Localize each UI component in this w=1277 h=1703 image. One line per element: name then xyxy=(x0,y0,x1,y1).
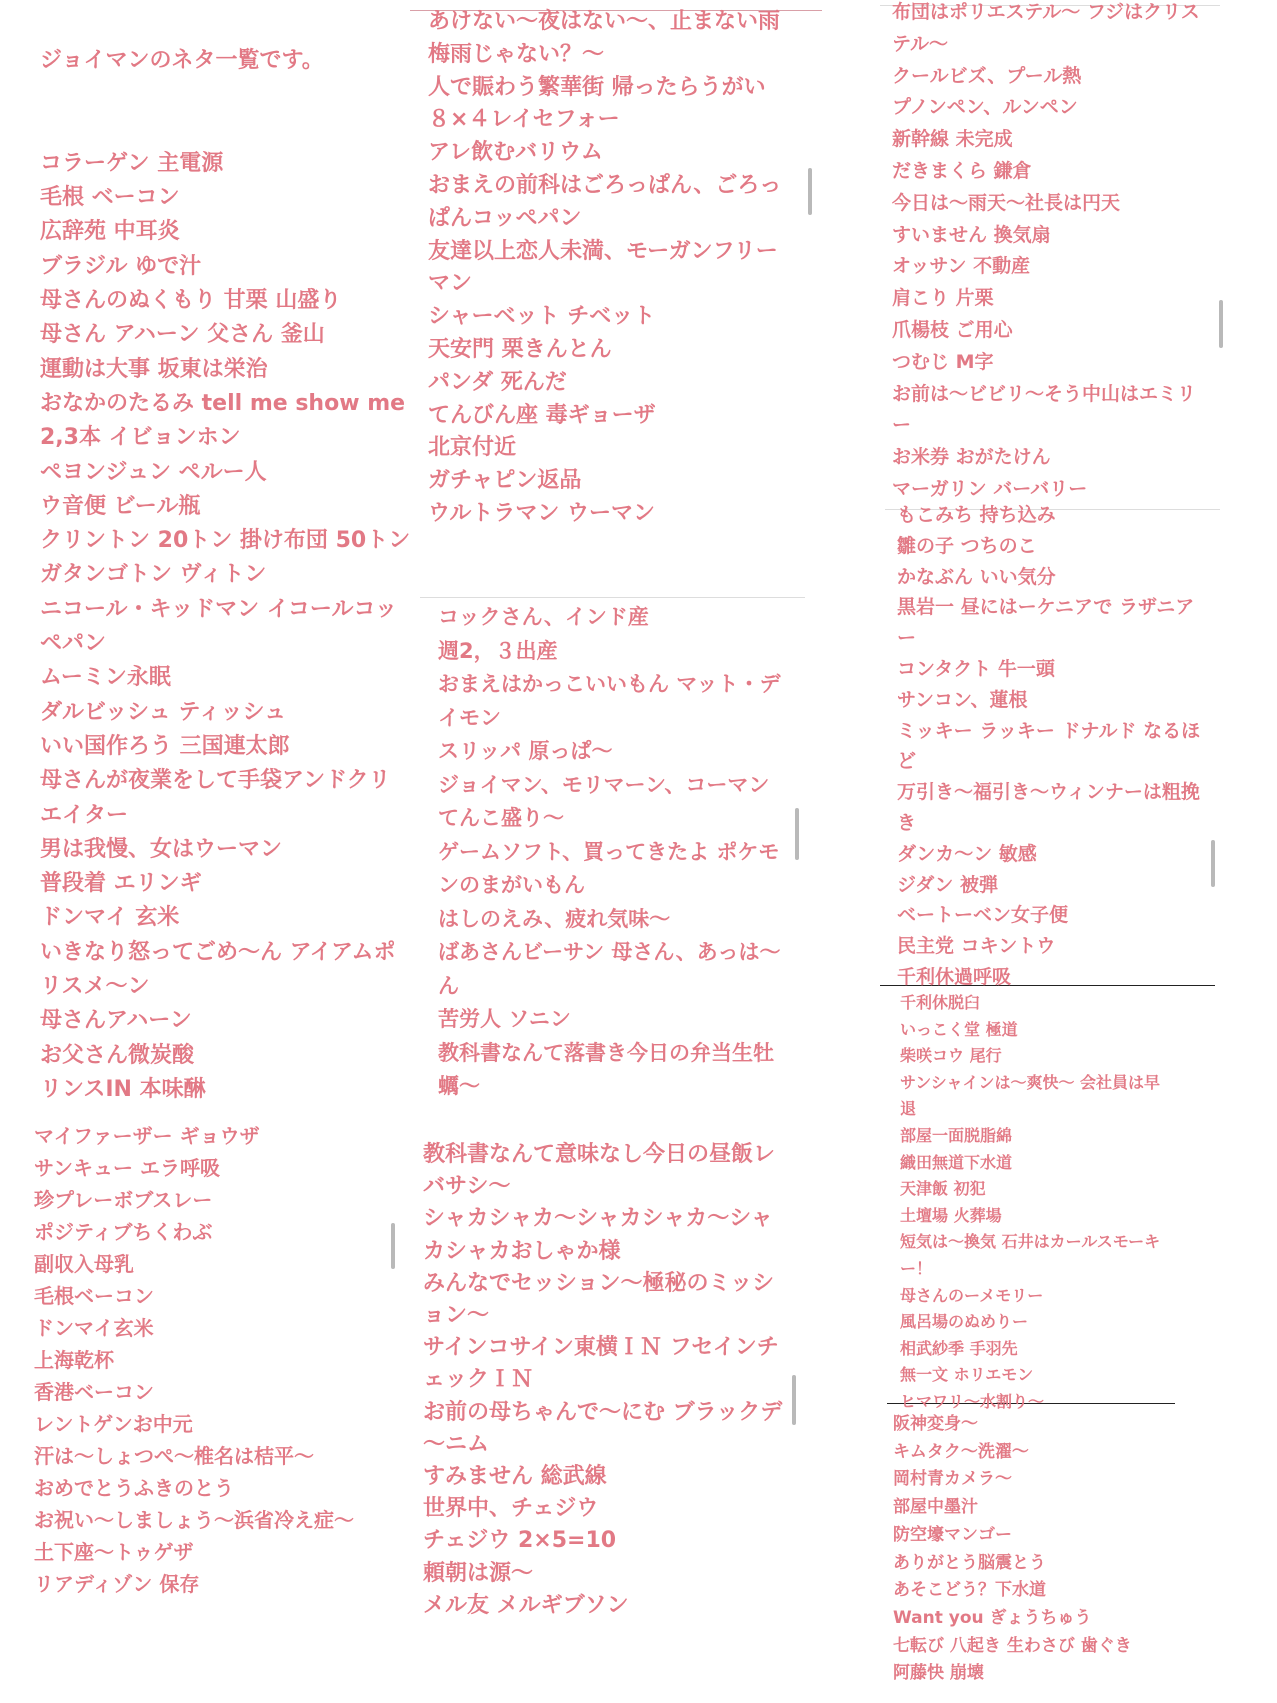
list-item: チェジウ 2×5=10 xyxy=(423,1528,617,1554)
list-item: パンダ 死んだ xyxy=(428,369,567,395)
list-item: あそこどう？下水道 xyxy=(893,1580,1046,1601)
list-item: コンタクト 牛一頭 xyxy=(897,657,1055,680)
list-item: 防空壕マンゴー xyxy=(893,1524,1012,1545)
list-item: ばあさんビーサン 母さん、あっは〜 ん xyxy=(438,940,781,998)
list-item: 頼朝は源〜 xyxy=(423,1560,534,1586)
list-item: 天津飯 初犯 xyxy=(900,1179,986,1199)
list-item: 母さんアハーン xyxy=(40,1008,192,1034)
list-item: 千利休脱臼 xyxy=(900,993,981,1012)
list-item: おなかのたるみ tell me show me xyxy=(40,390,406,416)
list-item: 布団はポリエステル〜 フジはクリス テル〜 xyxy=(892,1,1200,55)
list-item: ジダン 被弾 xyxy=(897,873,999,896)
list-item: ニコール・キッドマン イコールコッ ペパン xyxy=(40,596,398,657)
list-item: コックさん、インド産 xyxy=(438,605,649,629)
list-item: てんびん座 毒ギョーザ xyxy=(428,402,656,428)
list-item: 毛根ベーコン xyxy=(34,1284,154,1308)
list-item: 母さんのーメモリー xyxy=(900,1285,1044,1305)
list-item: シャーベット チベット xyxy=(428,304,656,330)
list-item: 肩こり 片栗 xyxy=(892,287,994,310)
list-item: サンシャインは〜爽快〜 会社員は早 退 xyxy=(900,1072,1161,1119)
neta-list-5 xyxy=(423,1139,793,1622)
list-item: すみません 総武線 xyxy=(423,1464,607,1490)
list-item: 部屋一面脱脂綿 xyxy=(900,1125,1013,1145)
list-item: 柴咲コウ 尾行 xyxy=(900,1046,1002,1066)
list-item: 雛の子 つちのこ xyxy=(897,534,1037,557)
list-item: ゲームソフト、買ってきたよ ポケモ ンのまがいもん xyxy=(438,839,780,897)
list-item: ドンマイ玄米 xyxy=(34,1316,154,1340)
neta-list-1 xyxy=(40,10,420,1107)
list-item: お前の母ちゃんで〜にむ ブラックデ 〜ニム xyxy=(423,1399,783,1457)
list-item: ウルトラマン ウーマン xyxy=(428,500,655,526)
list-item: 部屋中墨汁 xyxy=(893,1497,978,1518)
list-item: 汗は〜しょつぺ〜椎名は桔平〜 xyxy=(34,1444,314,1468)
list-item: ブラジル ゆで汁 xyxy=(40,253,202,279)
list-item: 無一文 ホリエモン xyxy=(900,1365,1034,1385)
list-item: 世界中、チェジウ xyxy=(423,1496,599,1522)
list-item: 岡村青カメラ〜 xyxy=(893,1469,1012,1490)
list-item: 新幹線 未完成 xyxy=(892,128,1013,151)
list-item: アレ飲むバリウム xyxy=(428,140,603,166)
list-item: 教科書なんて落書き今日の弁当生牡 蠣〜 xyxy=(438,1040,774,1098)
scrollbar[interactable] xyxy=(808,168,812,215)
list-item: ダルビッシュ ティッシュ xyxy=(40,699,287,725)
list-item: レントゲンお中元 xyxy=(34,1412,193,1436)
list-item: つむじ M字 xyxy=(892,350,994,373)
list-item: ダンカ〜ン 敏感 xyxy=(897,842,1037,865)
list-item: おまえはかっこいいもん マット・デ イモン xyxy=(438,672,781,730)
list-item: お米券 おがたけん xyxy=(892,446,1051,469)
list-item: 母さんが夜業をして手袋アンドクリ エイター xyxy=(40,768,391,828)
divider xyxy=(420,597,805,598)
list-item: 母さんのぬくもり 甘栗 山盛り xyxy=(40,288,342,314)
list-item: あけない〜夜はない〜、止まない雨 xyxy=(428,9,781,34)
list-item: 土壇場 火葬場 xyxy=(900,1205,1002,1225)
neta-list-8 xyxy=(900,990,1180,1416)
list-item: 友達以上恋人未満、モーガンフリー マン xyxy=(428,238,778,297)
list-item: コラーゲン 主電源 xyxy=(40,150,224,176)
list-item: だきまくら 鎌倉 xyxy=(892,159,1032,182)
list-item: いっこく堂 極道 xyxy=(900,1019,1018,1039)
neta-list-7 xyxy=(897,500,1207,993)
list-item: サンコン、蓮根 xyxy=(897,688,1028,711)
list-item: すいません 換気扇 xyxy=(892,223,1051,246)
list-item: オッサン 不動産 xyxy=(892,255,1031,278)
scrollbar[interactable] xyxy=(1211,840,1215,887)
list-item: ガチャピン返品 xyxy=(428,468,582,494)
list-item: ポジティブちくわぶ xyxy=(34,1220,213,1244)
list-item: 千利休過呼吸 xyxy=(897,965,1012,988)
list-item: ８×４レイセフォー xyxy=(428,107,620,133)
list-item: サンキュー エラ呼吸 xyxy=(34,1156,220,1180)
list-item: ありがとう脳震とう xyxy=(893,1552,1046,1573)
list-item: おめでとうふきのとう xyxy=(34,1476,234,1500)
list-item: ジョイマン、モリマーン、コーマン xyxy=(438,772,770,797)
list-item: 相武紗季 手羽先 xyxy=(900,1338,1018,1358)
list-item: お父さん微炭酸 xyxy=(40,1042,195,1068)
list-item: 短気は〜換気 石井はカールスモーキ ー！ xyxy=(900,1232,1161,1278)
list-item: Want you ぎょうちゅう xyxy=(893,1607,1092,1628)
list-item: 教科書なんて意味なし今日の昼飯レ バサシ〜 xyxy=(423,1142,776,1200)
list-item: ミッキー ラッキー ドナルド なるほ ど xyxy=(897,719,1201,773)
list-item: もこみち 持ち込み xyxy=(897,504,1056,526)
list-item: ウ音便 ビール瓶 xyxy=(40,493,201,519)
list-item: 香港ベーコン xyxy=(34,1380,154,1404)
list-item: スリッパ 原っぱ〜 xyxy=(438,739,613,763)
list-item: 爪楊枝 ご用心 xyxy=(892,318,1013,341)
list-item: クリントン 20トン 掛け布団 50トン xyxy=(40,528,411,554)
list-item: キムタク〜洗濯〜 xyxy=(893,1441,1029,1462)
list-item: 風呂場のぬめりー xyxy=(900,1312,1029,1332)
list-item: 週2，３出産 xyxy=(438,638,558,663)
list-item: ベートーベン女子便 xyxy=(897,904,1069,927)
list-item: ガタンゴトン ヴィトン xyxy=(40,562,267,588)
list-item: クールビズ、プール熱 xyxy=(892,64,1082,87)
list-item: 2,3本 イビョンホン xyxy=(40,425,241,451)
neta-list-6 xyxy=(892,0,1222,506)
list-item: サインコサイン東横ＩＮ フセインチ ェックＩＮ xyxy=(423,1335,779,1393)
list-item: マーガリン バーバリー xyxy=(892,477,1088,500)
list-item: いきなり怒ってごめ〜ん アイアムポ リスメ〜ン xyxy=(40,939,396,1000)
list-item: お祝い〜しましょう〜浜省冷え症〜 xyxy=(34,1508,354,1532)
list-item: 民主党 コキントウ xyxy=(897,935,1056,958)
list-item: 阿藤快 崩壊 xyxy=(893,1663,984,1684)
list-item: 天安門 栗きんとん xyxy=(428,336,612,362)
list-item: 母さん アハーン 父さん 釜山 xyxy=(40,322,325,348)
list-item: 黒岩一 昼にはーケニアで ラザニア ー xyxy=(897,596,1195,650)
list-item: 七転び 八起き 生わさび 歯ぐき xyxy=(893,1635,1132,1656)
list-item: 広辞苑 中耳炎 xyxy=(40,219,180,245)
list-item: 万引き〜福引き〜ウィンナーは粗挽 き xyxy=(897,781,1200,834)
list-item: 土下座〜トゥゲザ xyxy=(34,1540,194,1564)
list-item: ドンマイ 玄米 xyxy=(40,905,180,931)
neta-list-2 xyxy=(34,1120,404,1600)
list-item: 北京付近 xyxy=(428,435,517,461)
list-item: お前は〜ビビリ〜そう中山はエミリ ー xyxy=(892,382,1197,437)
list-item: リンスIN 本味醂 xyxy=(40,1076,206,1102)
list-item: 上海乾杯 xyxy=(34,1348,114,1372)
list-item: マイファーザー ギョウザ xyxy=(34,1124,260,1148)
neta-list-3 xyxy=(428,6,808,531)
list-item: ペヨンジュン ペルー人 xyxy=(40,459,267,485)
list-item: 阪神変身〜 xyxy=(893,1414,978,1434)
list-item: 副収入母乳 xyxy=(34,1252,134,1276)
list-item: いい国作ろう 三国連太郎 xyxy=(40,733,290,759)
list-item: ムーミン永眠 xyxy=(40,665,171,691)
list-item: メル友 メルギブソン xyxy=(423,1592,629,1618)
list-item: 毛根 ベーコン xyxy=(40,185,180,211)
list-item: おまえの前科はごろっぱん、ごろっ ぱんコッペパン xyxy=(428,172,782,231)
list-item: プノンペン、ルンペン xyxy=(892,96,1078,119)
neta-list-4 xyxy=(438,601,798,1104)
list-item: リアディゾン 保存 xyxy=(34,1572,200,1596)
list-item: 普段着 エリンギ xyxy=(40,871,202,897)
list-item: 織田無道下水道 xyxy=(900,1152,1013,1172)
list-item: 梅雨じゃない？〜 xyxy=(428,41,605,67)
list-item: みんなでセッション〜極秘のミッシ ョン〜 xyxy=(423,1270,775,1329)
list-item: かなぶん いい気分 xyxy=(897,565,1056,588)
list-item: 人で賑わう繁華街 帰ったらうがい xyxy=(428,74,766,100)
list-item: 運動は大事 坂東は栄治 xyxy=(40,356,268,382)
list-item: はしのえみ、疲れ気味〜 xyxy=(438,906,671,931)
list-item: ヒマワリ〜水割り〜 xyxy=(900,1391,1045,1411)
list-item: 苦労人 ソニン xyxy=(438,1007,571,1031)
page-title: ジョイマンのネタ一覧です。 xyxy=(40,48,324,74)
list-item: てんこ盛り〜 xyxy=(438,806,564,830)
list-item: シャカシャカ〜シャカシャカ〜シャ カシャカおしゃか様 xyxy=(423,1206,773,1264)
list-item: 男は我慢、女はウーマン xyxy=(40,836,283,862)
list-item: 珍プレーボブスレー xyxy=(34,1188,213,1212)
neta-list-9 xyxy=(893,1411,1193,1688)
list-item: 今日は〜雨天〜社長は円天 xyxy=(892,191,1121,214)
